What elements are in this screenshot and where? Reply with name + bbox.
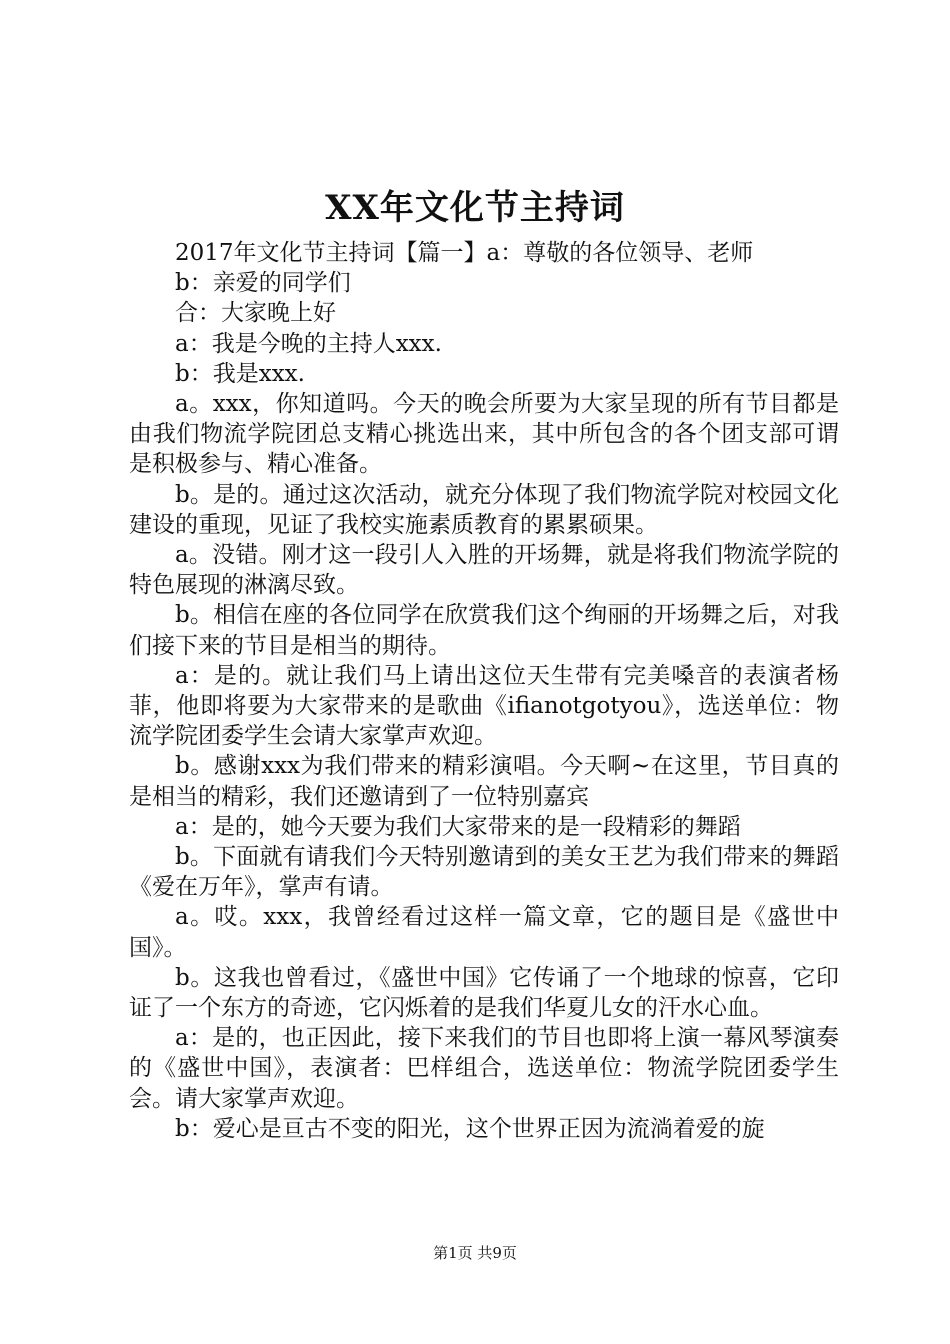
paragraph: 合：大家晚上好 (175, 300, 336, 327)
paragraph: b：亲爱的同学们 (175, 270, 351, 297)
paragraph: b。下面就有请我们今天特别邀请到的美女王艺为我们带来的舞蹈《爱在万年》，掌声有请。 (129, 844, 839, 901)
paragraph: b。这我也曾看过，《盛世中国》它传诵了一个地球的惊喜，它印证了一个东方的奇迹，它闪烁着的是我们华夏儿女的汗水心血。 (129, 964, 839, 1022)
document-title: XX年文化节主持词 (325, 188, 625, 228)
paragraph: b。是的。通过这次活动，就充分体现了我们物流学院对校园文化建设的重现，见证了我校实施素质教育的累累硕果。 (129, 481, 839, 538)
paragraph: b。感谢xxx为我们带来的精彩演唱。今天啊~在这里，节目真的是相当的精彩，我们还邀请到了一位特别嘉宾 (129, 753, 839, 810)
paragraph: 2017年文化节主持词【篇一】a：尊敬的各位领导、老师 (175, 240, 754, 266)
paragraph: b：我是xxx. (175, 360, 305, 387)
paragraph: b：爱心是亘古不变的阳光，这个世界正因为流淌着爱的旋 (175, 1115, 765, 1142)
paragraph: a：是的，她今天要为我们大家带来的是一段精彩的舞蹈 (175, 813, 741, 840)
paragraph: a。没错。刚才这一段引人入胜的开场舞，就是将我们物流学院的特色展现的淋漓尽致。 (129, 542, 839, 599)
paragraph: a：是的。就让我们马上请出这位天生带有完美嗓音的表演者杨菲，他即将要为大家带来的是歌曲《ifianotgotyou》，选送单位：物流学院团委学生会请大家掌声欢迎。 (129, 662, 839, 750)
paragraph: b。相信在座的各位同学在欣赏我们这个绚丽的开场舞之后，对我们接下来的节目是相当的期待。 (129, 602, 839, 659)
document-body (129, 238, 839, 1144)
paragraph: a：我是今晚的主持人xxx. (175, 330, 442, 357)
paragraph: a：是的，也正因此，接下来我们的节目也即将上演一幕风琴演奏的《盛世中国》，表演者：巴样组合，选送单位：物流学院团委学生会。请大家掌声欢迎。 (129, 1025, 839, 1112)
paragraph: a。xxx，你知道吗。今天的晚会所要为大家呈现的所有节目都是由我们物流学院团总支精心挑选出来，其中所包含的各个团支部可谓是积极参与、精心准备。 (129, 391, 839, 478)
page-number-footer: 第1页 共9页 (433, 1244, 517, 1262)
paragraph: a。哎。xxx，我曾经看过这样一篇文章，它的题目是《盛世中国》。 (129, 904, 839, 961)
